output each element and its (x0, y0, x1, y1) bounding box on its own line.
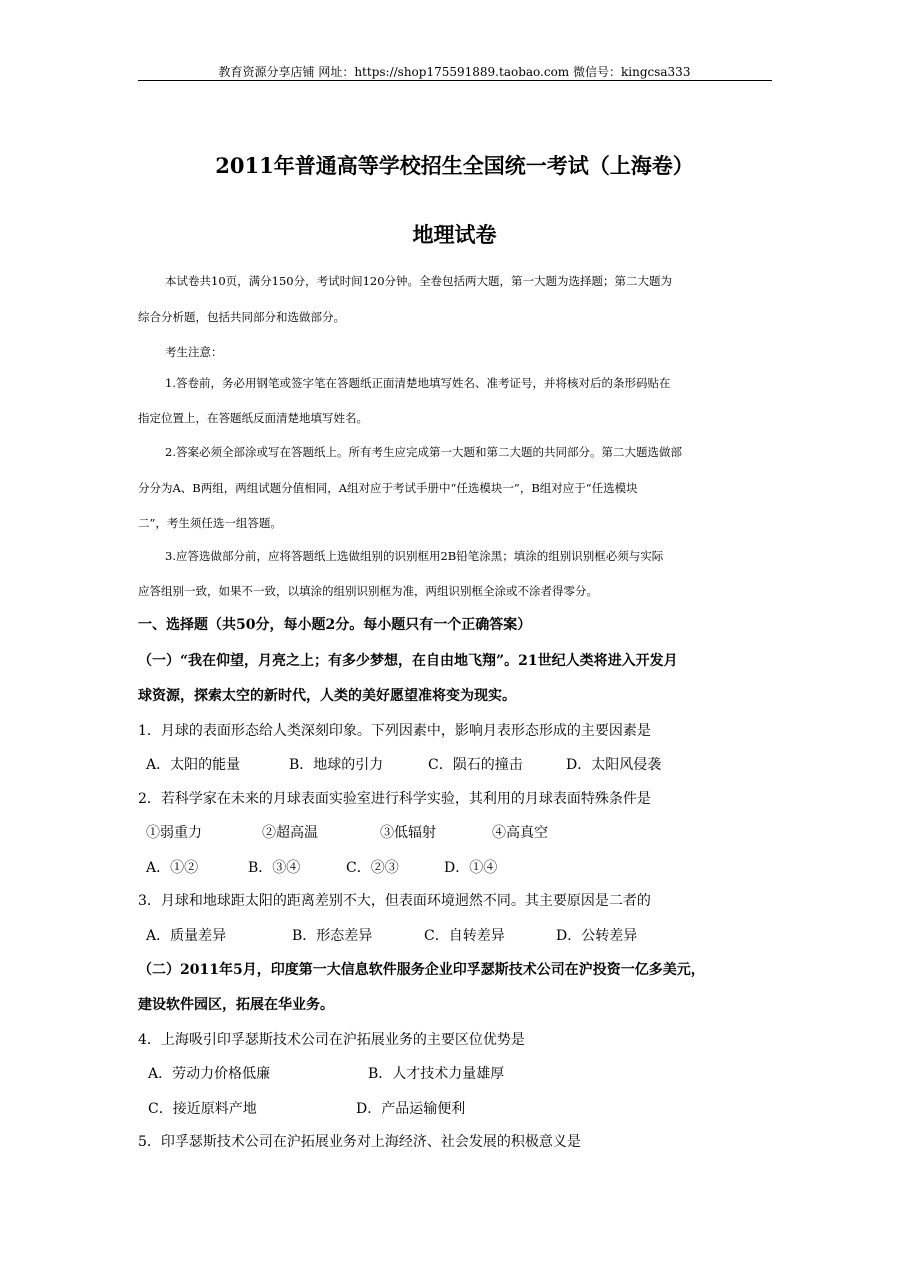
choice-d: D．公转差异 (556, 928, 638, 944)
intro-line: 综合分析题，包括共同部分和选做部分。 (138, 310, 345, 324)
choice-d: D．产品运输便利 (356, 1101, 466, 1117)
choice-d: D．①④ (444, 860, 498, 876)
question-stem: 3．月球和地球距太阳的距离差别不大，但表面环境迥然不同。其主要原因是二者的 (138, 893, 651, 909)
condition-item: ①弱重力 (146, 825, 202, 841)
notice-line: 二”，考生须任选一组答题。 (138, 516, 282, 530)
group-intro: （二）2011年5月，印度第一大信息软件服务企业印孚瑟斯技术公司在沪投资一亿多美元， (138, 962, 705, 978)
group-intro: 建设软件园区，拓展在华业务。 (138, 997, 334, 1013)
question-stem: 5．印孚瑟斯技术公司在沪拓展业务对上海经济、社会发展的积极意义是 (138, 1134, 581, 1150)
choice-c: C．自转差异 (424, 928, 505, 944)
choice-c: C．②③ (346, 860, 399, 876)
choice-a: A．太阳的能量 (146, 757, 241, 773)
choice-c: C．陨石的撞击 (428, 757, 523, 773)
page-header: 教育资源分享店铺 网址：https://shop175591889.taobao.com 微信号：kingcsa333 (218, 65, 691, 79)
choice-b: B．③④ (248, 860, 301, 876)
choice-b: B．人才技术力量雄厚 (368, 1066, 505, 1082)
notice-line: 3.应答选做部分前，应将答题纸上选做组别的识别框用2B铅笔涂黑；填涂的组别识别框必须与实际 (165, 549, 664, 563)
question-stem: 4．上海吸引印孚瑟斯技术公司在沪拓展业务的主要区位优势是 (138, 1032, 525, 1048)
section-heading: 一、选择题（共50分，每小题2分。每小题只有一个正确答案） (138, 617, 532, 633)
notice-line: 2.答案必须全部涂或写在答题纸上。所有考生应完成第一大题和第二大题的共同部分。第二大题选做部 (165, 445, 682, 459)
question-stem: 1．月球的表面形态给人类深刻印象。下列因素中，影响月表形态形成的主要因素是 (138, 723, 651, 739)
group-intro: （一）“我在仰望，月亮之上；有多少梦想，在自由地飞翔”。21世纪人类将进入开发月 (138, 653, 678, 669)
choice-b: B．地球的引力 (289, 757, 384, 773)
question-stem: 2．若科学家在未来的月球表面实验室进行科学实验，其利用的月球表面特殊条件是 (138, 791, 651, 807)
condition-item: ④高真空 (492, 825, 548, 841)
choice-a: A．质量差异 (146, 928, 227, 944)
notice-line: 分分为A、B两组，两组试题分值相同，A组对应于考试手册中“任选模块一”，B组对应于“任选模块 (138, 481, 638, 495)
notice-heading: 考生注意： (165, 345, 223, 359)
group-intro: 球资源，探索太空的新时代，人类的美好愿望准将变为现实。 (138, 688, 516, 704)
notice-line: 指定位置上，在答题纸反面清楚地填写姓名。 (138, 411, 368, 425)
header-rule (138, 80, 772, 81)
choice-d: D．太阳风侵袭 (566, 757, 662, 773)
choice-a: A．①② (146, 860, 199, 876)
exam-title: 2011年普通高等学校招生全国统一考试（上海卷） (215, 153, 694, 178)
condition-item: ③低辐射 (380, 825, 436, 841)
intro-line: 本试卷共10页，满分150分，考试时间120分钟。全卷包括两大题，第一大题为选择题；第二大题为 (165, 274, 673, 288)
choice-a: A．劳动力价格低廉 (148, 1066, 271, 1082)
condition-item: ②超高温 (262, 825, 318, 841)
choice-c: C．接近原料产地 (148, 1101, 257, 1117)
exam-subtitle: 地理试卷 (412, 222, 497, 247)
notice-line: 1.答卷前，务必用钢笔或签字笔在答题纸正面清楚地填写姓名、准考证号，并将核对后的条形码贴在 (165, 376, 671, 390)
choice-b: B．形态差异 (292, 928, 373, 944)
notice-line: 应答组别一致，如果不一致，以填涂的组别识别框为准，两组识别框全涂或不涂者得零分。 (138, 584, 598, 598)
